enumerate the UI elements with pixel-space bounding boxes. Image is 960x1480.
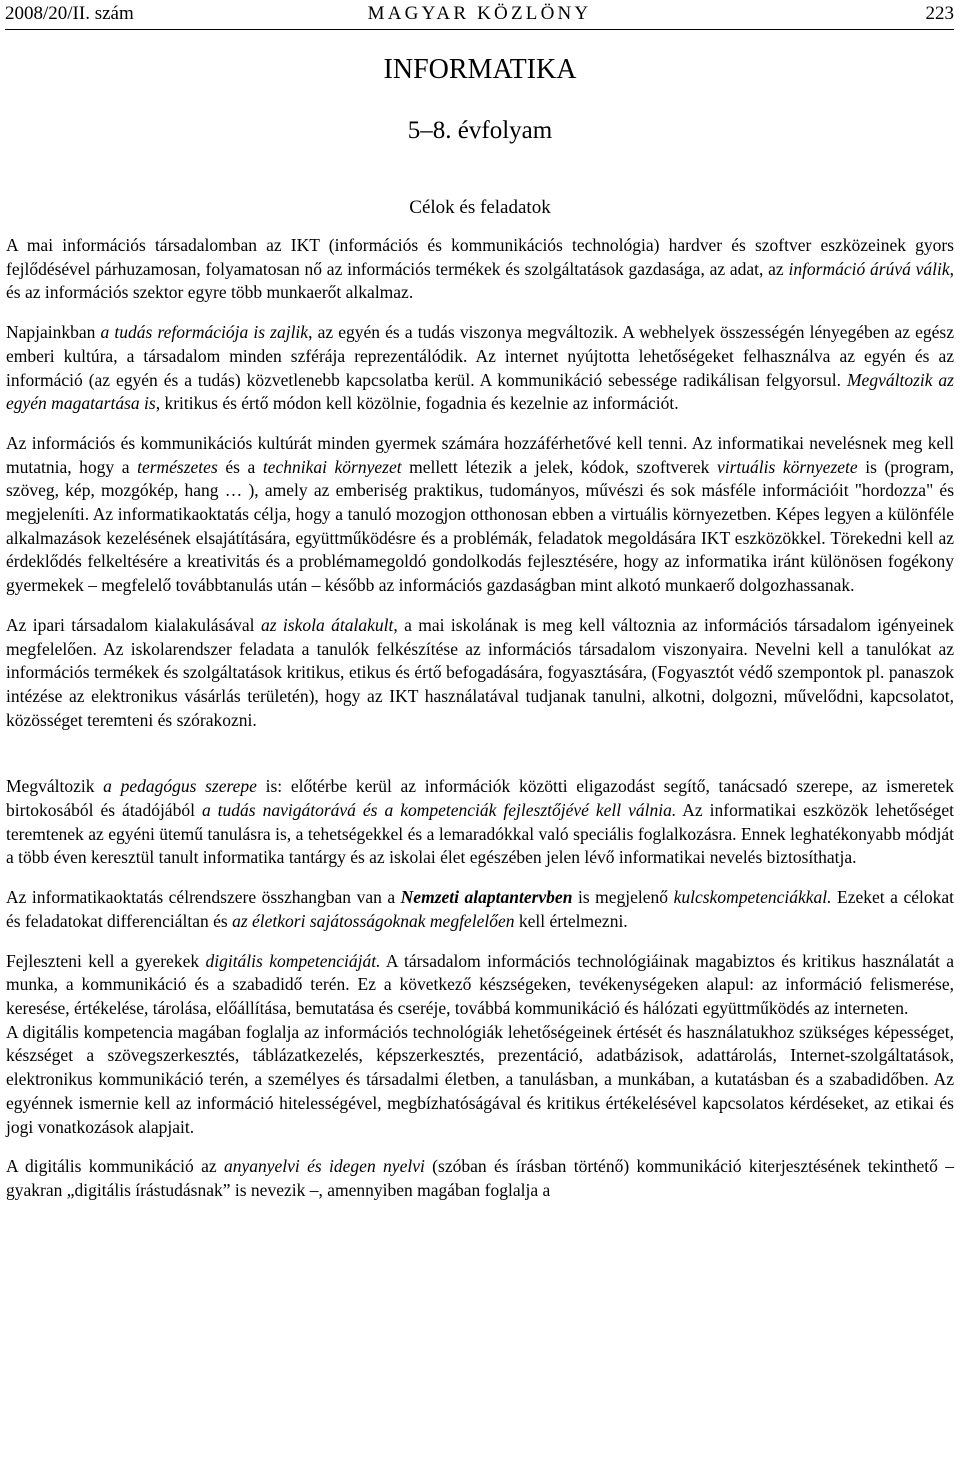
subject-title: INFORMATIKA <box>383 54 577 85</box>
emphasis-text: Megváltozik az egyén magatartása is <box>6 369 954 414</box>
text-run: Napjainkban <box>6 322 101 343</box>
journal-title: MAGYAR KÖZLÖNY <box>367 3 592 24</box>
emphasis-text: Nemzeti alaptantervben <box>400 887 573 908</box>
emphasis-text: az iskola átalakult <box>260 614 394 635</box>
text-run: Az ipari társadalom kialakulásával <box>6 614 261 635</box>
emphasis-text: az életkori sajátosságoknak megfelelően <box>232 910 515 931</box>
text-run: A digitális kompetencia magában foglalja az információs technológiák lehetőségeinek értését és használatukhoz szükséges képességet, készséget a szövegszerkesztés, táblázatkezelés, képszerkesztés, prezentáció, adatbázisok, adattárolás, Internet-szolgáltatások, elektronikus kommunikáció terén, a személyes és társadalmi életben, a tanulásban, a munkában, a kutatásban és a szabadidőben. Az egyénnek ismernie kell az információ hitelességével, megbízhatóságával és kritikus értékelésével kapcsolatos kérdéseket, az etikai és jogi vonatkozások alapjait. <box>6 1021 954 1137</box>
paragraph <box>6 886 954 933</box>
emphasis-text: a pedagógus szerepe <box>103 776 257 797</box>
text-run: , kritikus és értő módon kell közölnie, fogadnia és kezelnie az információt. <box>155 393 679 414</box>
emphasis-text: kulcskompetenciákkal. <box>673 887 832 908</box>
text-run: Az információs és kommunikációs kultúrát minden gyermek számára hozzáférhetővé kell tenni. Az informatikai nevelésnek meg kell mutatnia, hogy a <box>6 432 954 477</box>
paragraph <box>6 950 954 1021</box>
emphasis-text: technikai környezet <box>262 456 402 477</box>
page-number: 223 <box>925 3 954 24</box>
text-run: A mai információs társadalomban az IKT (információs és kommunikációs technológia) hardver és szoftver eszközeinek gyors fejlődésével párhuzamosan, folyamatosan nő az információs termékek és szolgáltatások gazdasága, az adat, az <box>6 235 954 279</box>
emphasis-text: információ árúvá válik <box>788 258 950 279</box>
text-run: A társadalom információs technológiáinak magabiztos és kritikus használatát a munka, a kommunikáció és a szabadidő terén. Ez a következő készségeken, tevékenységeken alapul: az információ felismerése, keresése, értékelése, tárolása, előállítása, bemutatása és cseréje, továbbá kommunikáció és hálózati együttműködés az interneten. <box>6 950 954 1018</box>
paragraph <box>6 234 954 305</box>
text-run: , az egyén és a tudás viszonya megváltozik. A webhelyek összességén lényegében az egész emberi kultúra, a társadalom minden szférája reprezentálódik. Az internet nyújtotta lehetőségeket felhasználva az egyén és az információ (az egyén és a tudás) közvetlenebb kapcsolatba kerül. A kommunikáció sebessége radikálisan felgyorsul. <box>6 322 954 390</box>
text-run: (szóban és írásban történő) kommunikáció kiterjesztésének tekinthető – gyakran „digitális írástudásnak” is nevezik –, amennyiben magában foglalja a <box>6 1156 955 1200</box>
emphasis-text: a tudás navigátorává és a kompetenciák fejlesztőjévé kell válnia. <box>201 800 677 821</box>
paragraph <box>6 1155 954 1202</box>
emphasis-text: anyanyelvi és idegen nyelvi <box>223 1156 425 1177</box>
emphasis-text: természetes <box>137 456 218 477</box>
text-run: Fejleszteni kell a gyerekek <box>6 950 206 971</box>
text-run: mellett létezik a jelek, kódok, szoftverek <box>401 456 717 477</box>
text-run: és a <box>217 456 263 477</box>
text-run: Az informatikaoktatás célrendszere összhangban van a <box>6 887 401 908</box>
text-run: is megjelenő <box>572 887 674 908</box>
paragraph <box>6 321 954 416</box>
text-run: A digitális kommunikáció az <box>6 1156 224 1177</box>
header-rule <box>5 29 954 30</box>
grade-title: 5–8. évfolyam <box>407 117 553 144</box>
text-run: Az informatikai eszközök lehetőséget teremtenek az egyéni ütemű tanulásra is, a tehetségekkel és a lemaradókkal való speciális foglalkozásra. Ennek leghatékonyabb módját a több éven keresztül tanult informatika tantárgy és az iskolai élet egészében jelen lévő informatikai nevelés biztosíthatja. <box>6 800 954 868</box>
issue-number: 2008/20/II. szám <box>5 3 134 24</box>
emphasis-text: virtuális környezete <box>716 456 858 477</box>
text-run: , és az információs szektor egyre több munkaerőt alkalmaz. <box>6 258 954 303</box>
emphasis-text: a tudás reformációja is zajlik <box>100 322 309 343</box>
text-run: kell értelmezni. <box>514 910 628 931</box>
text-run: Megváltozik <box>6 776 104 797</box>
running-header <box>5 2 954 26</box>
section-heading: Célok és feladatok <box>409 197 551 218</box>
paragraph <box>6 432 954 598</box>
text-run: is: előtérbe kerül az információk közötti eligazodást segítő, tanácsadó szerepe, az ismeretek birtokosából és átadójából <box>6 776 954 821</box>
paragraph <box>6 1021 954 1140</box>
paragraph <box>6 775 954 870</box>
body-text <box>6 234 954 1219</box>
paragraph <box>6 614 954 733</box>
text-run: Ezeket a célokat és feladatokat differenciáltan és <box>6 887 954 931</box>
text-run: is (program, szöveg, kép, mozgókép, hang … ), amely az emberiség praktikus, tudományos, művészi és sok másféle információit "hordozza" és megjeleníti. Az informatikaoktatás célja, hogy a tanuló mozogjon otthonosan ebben a virtuális környezetben. Képes legyen a különféle alkalmazások kezelésének elsajátítására, együttműködésre és a problémák, feladatok megoldására IKT eszközökkel. Törekedni kell az érdeklődés felkeltésére a kreativitás és a problémamegoldó gondolkodás fejlesztésére, hogy az informatika iránt különösen fogékony gyermekek – megfelelő továbbtanulás után – később az információs gazdaságban mint alkotó munkaerő dolgozhassanak. <box>6 456 954 596</box>
emphasis-text: digitális kompetenciáját. <box>205 950 381 971</box>
text-run: , a mai iskolának is meg kell változnia az információs társadalom igényeinek megfelelően. Az iskolarendszer feladata a tanulók felkészítése az információs társadalom viszonyaira. Nevelni kell a tanulókat az információs termékek és szolgáltatások kritikus, etikus és értő befogadására, fogyasztására, (Fogyasztót védő szempontok pl. panaszok intézése az elektronikus vásárlás területén), hogy az IKT használatával tudjanak tanulni, alkotni, dolgozni, művelődni, kapcsolatot, közösséget teremteni és szórakozni. <box>6 614 954 730</box>
